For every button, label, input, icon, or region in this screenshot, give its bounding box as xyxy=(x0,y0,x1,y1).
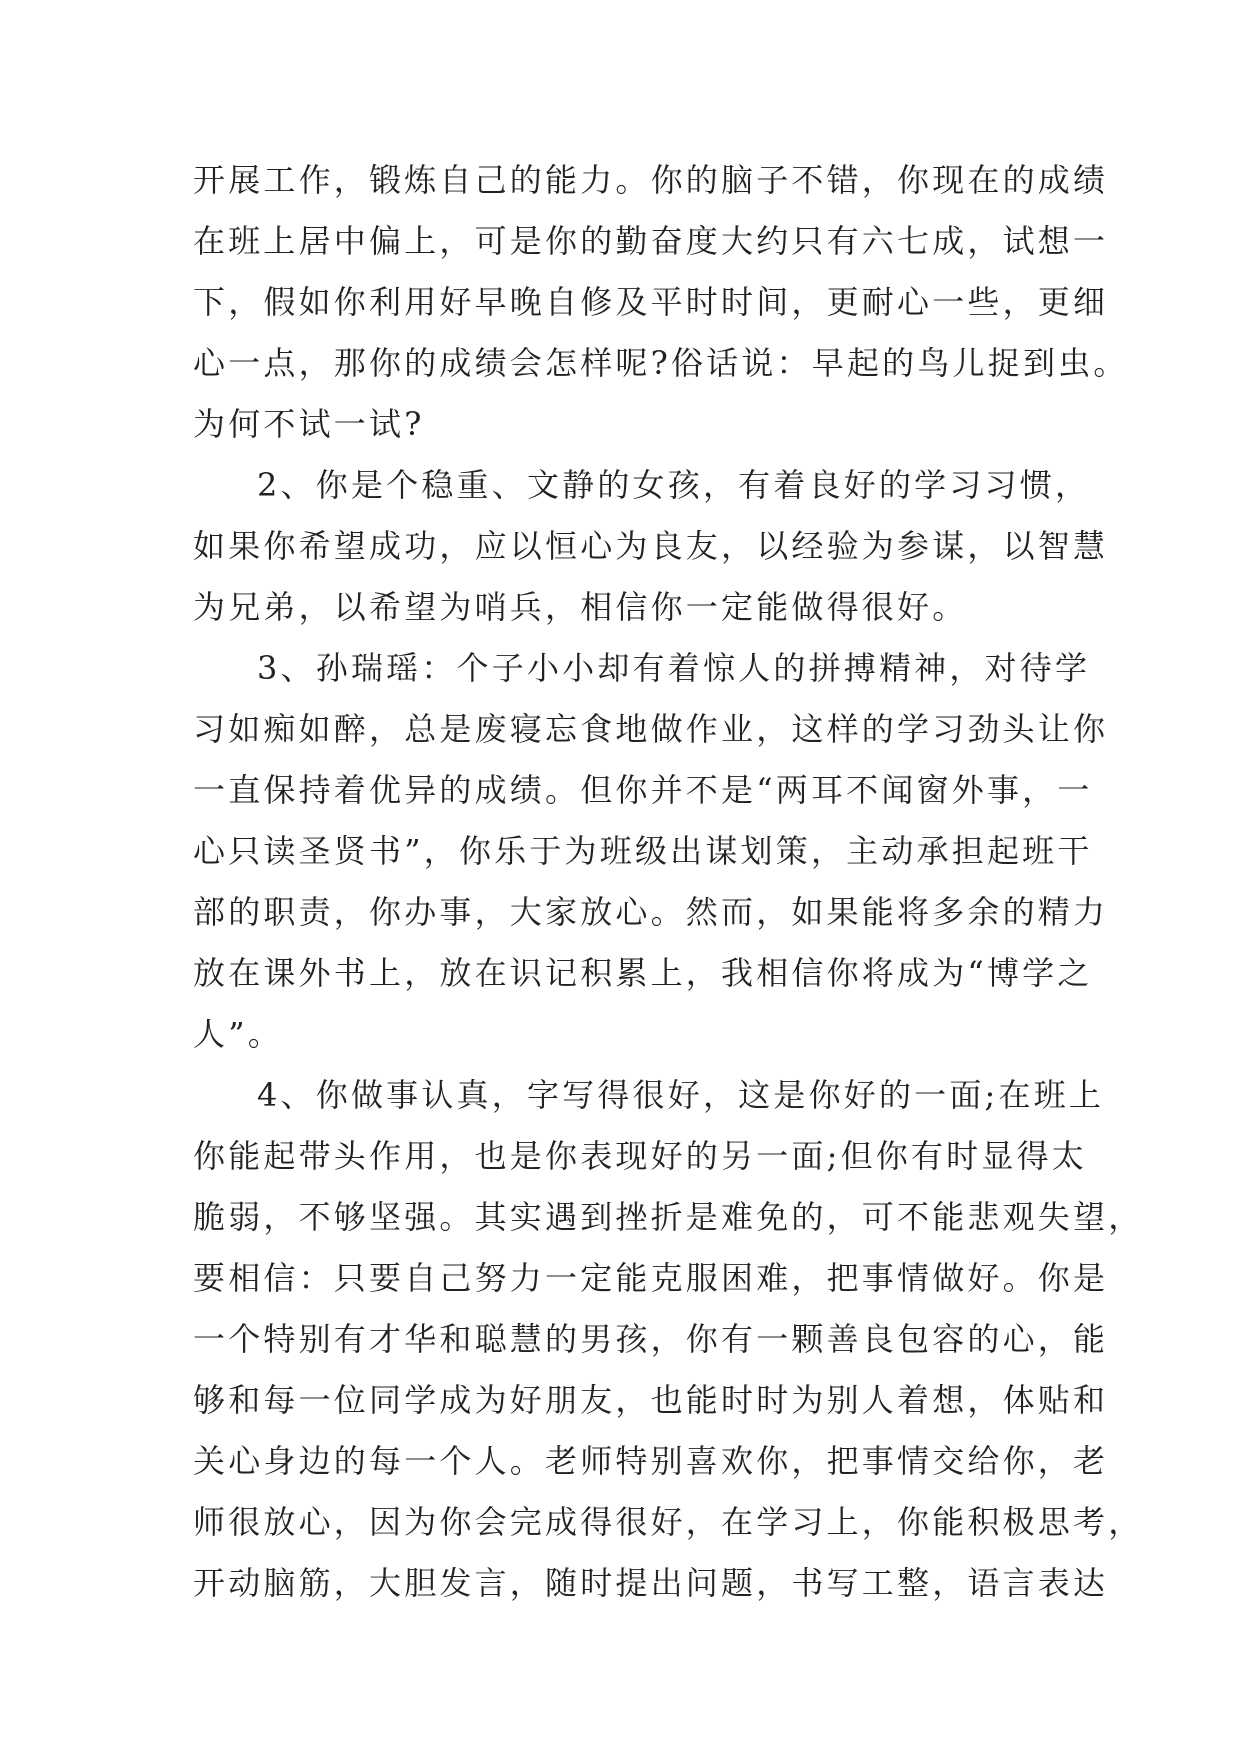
text-line: 为兄弟，以希望为哨兵，相信你一定能做得很好。 xyxy=(193,588,968,626)
paragraph-2 xyxy=(193,455,1109,638)
document-page xyxy=(193,150,1144,1614)
text-line: 心一点，那你的成绩会怎样呢?俗话说：早起的鸟儿捉到虫。 xyxy=(193,344,1129,382)
text-line: 心只读圣贤书”，你乐于为班级出谋划策，主动承担起班干 xyxy=(193,832,1093,870)
text-line: 一个特别有才华和聪慧的男孩，你有一颗善良包容的心，能 xyxy=(193,1320,1109,1358)
paragraph-3 xyxy=(193,638,1109,1065)
text-line: 师很放心，因为你会完成得很好，在学习上，你能积极思考， xyxy=(193,1503,1144,1541)
text-line: 一直保持着优异的成绩。但你并不是“两耳不闻窗外事，一 xyxy=(193,771,1093,809)
text-line: 3、孙瑞瑶：个子小小却有着惊人的拼搏精神，对待学 xyxy=(257,649,1091,687)
paragraph-4 xyxy=(193,1065,1144,1614)
text-line: 4、你做事认真，字写得很好，这是你好的一面;在班上 xyxy=(257,1076,1105,1114)
text-line: 放在课外书上，放在识记积累上，我相信你将成为“博学之 xyxy=(193,954,1093,992)
text-line: 在班上居中偏上，可是你的勤奋度大约只有六七成，试想一 xyxy=(193,222,1109,260)
text-line: 关心身边的每一个人。老师特别喜欢你，把事情交给你，老 xyxy=(193,1442,1109,1480)
text-line: 2、你是个稳重、文静的女孩，有着良好的学习习惯， xyxy=(257,466,1091,504)
text-line: 开动脑筋，大胆发言，随时提出问题，书写工整，语言表达 xyxy=(193,1564,1109,1602)
text-line: 习如痴如醉，总是废寝忘食地做作业，这样的学习劲头让你 xyxy=(193,710,1109,748)
text-line: 人”。 xyxy=(193,1015,283,1053)
text-line: 部的职责，你办事，大家放心。然而，如果能将多余的精力 xyxy=(193,893,1109,931)
text-line: 你能起带头作用，也是你表现好的另一面;但你有时显得太 xyxy=(193,1137,1087,1175)
paragraph-1 xyxy=(193,150,1129,455)
text-line: 为何不试一试? xyxy=(193,405,425,443)
text-line: 下，假如你利用好早晚自修及平时时间，更耐心一些，更细 xyxy=(193,283,1109,321)
text-line: 脆弱，不够坚强。其实遇到挫折是难免的，可不能悲观失望， xyxy=(193,1198,1144,1236)
text-line: 要相信：只要自己努力一定能克服困难，把事情做好。你是 xyxy=(193,1259,1109,1297)
text-line: 够和每一位同学成为好朋友，也能时时为别人着想，体贴和 xyxy=(193,1381,1109,1419)
text-line: 开展工作，锻炼自己的能力。你的脑子不错，你现在的成绩 xyxy=(193,161,1109,199)
text-line: 如果你希望成功，应以恒心为良友，以经验为参谋，以智慧 xyxy=(193,527,1109,565)
